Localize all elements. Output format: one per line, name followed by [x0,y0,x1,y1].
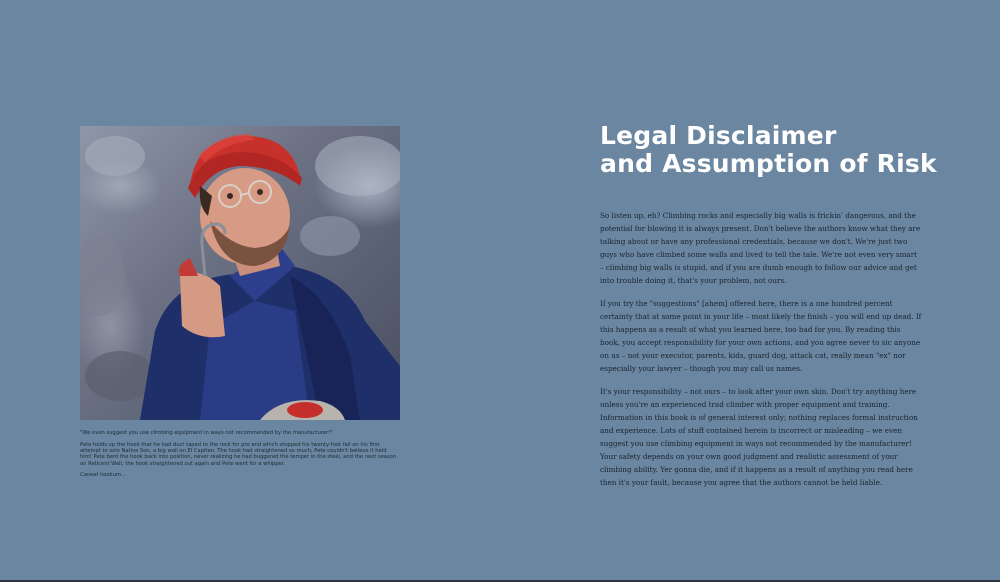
title-line-1: Legal Disclaimer [600,121,837,150]
climber-photo [80,126,400,420]
paragraph-2: If you try the "suggestions" [ahem] offered here, there is a one hundred percent certainty that at some point in your life – most likely the finish – you will end up dead. If this happens as a result of what you learned here, too bad for you. By reading this book, you accept responsibility for your own actions, and you agree never to sic anyone on us – not your executor, parents, kids, guard dog, attack cat, really mean "ex" nor especially your lawyer – though you may call us names. [600,299,922,373]
disclaimer-text [600,209,922,499]
paragraph-3: It's your responsibility – not ours – to look after your own skin. Don't try anything here unless you're an experienced trad climber with proper equipment and training. Information in this book is of general interest only; nothing replaces formal instruction and experience. Lots of stuff contained herein is incorrect or misleading – we even suggest you use climbing equipment in ways not recommended by the manufacturer! Your safety depends on your own good judgment and realistic assessment of your climbing ability. Yer gonna die, and if it happens as a result of anything you read here then it's your fault, because you agree that the authors cannot be held liable. [600,387,918,487]
title-line-2: and Assumption of Risk [600,149,937,178]
page-title [600,122,960,178]
paragraph-1: So listen up, eh? Climbing rocks and especially big walls is frickin' dangerous, and the potential for blowing it is always present. Don't believe the authors know what they are talking about or have any professional credentials, because we don't. We're just two guys who have climbed some walls and lived to tell the tale. We're not even very smart – climbing big walls is stupid, and if you are dumb enough to follow our advice and get into trouble doing it, that's your problem, not ours. [600,211,921,285]
photo-caption [80,430,400,479]
caption-quote: "We even suggest you use climbing equipment in ways not recommended by the manufacturer!" [80,430,333,436]
caption-signoff: Caveat hookum... [80,471,126,478]
caption-body: Pete holds up the hook that he had duct taped to the rock for pro and which stopped his twenty-foot fall on his first attempt to solo Native Son, a big wall on El Capitan. The hook had straightened so much, Pete couldn't believe it held him! Pete bent the hook back into position, never realizing he had buggered the temper in the steel, and the next season on Reticent Wall, the hook straightened out again and Pete went for a whipper. [80,442,397,467]
